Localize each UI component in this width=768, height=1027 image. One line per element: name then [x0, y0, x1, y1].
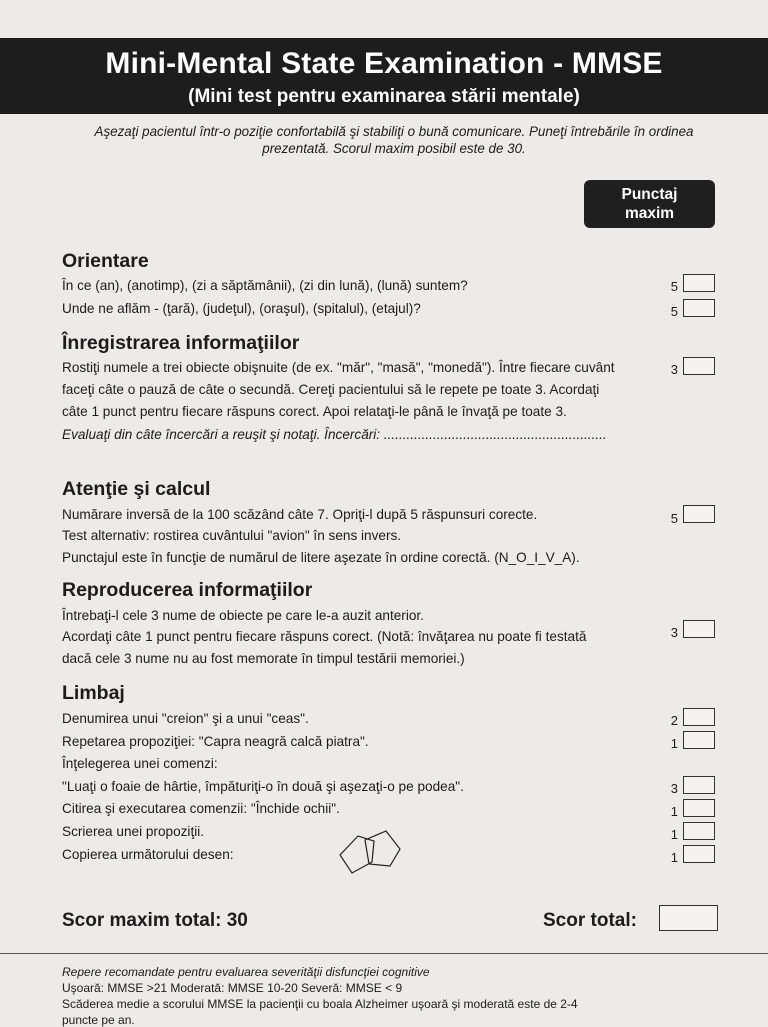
item-text: Întrebaţi-l cele 3 nume de obiecte pe care le-a auzit anterior.	[62, 608, 424, 623]
max-points: 1	[670, 804, 678, 819]
intersecting-pentagons-drawing	[336, 826, 404, 878]
item-text: Rostiţi numele a trei obiecte obişnuite (de ex. "măr", "masă", "monedă"). Între fiecare cuvânt	[62, 360, 615, 375]
page-title: Mini-Mental State Examination - MMSE	[105, 47, 663, 80]
footnote: Uşoară: MMSE >21 Moderată: MMSE 10-20 Severă: MMSE < 9	[62, 981, 403, 995]
score-box[interactable]	[683, 505, 715, 523]
score-box[interactable]	[683, 731, 715, 749]
score-box[interactable]	[683, 299, 715, 317]
score-box[interactable]	[683, 620, 715, 638]
score-box[interactable]	[683, 357, 715, 375]
item-text: Denumirea unui "creion" şi a unui "ceas".	[62, 711, 309, 726]
item-text: câte 1 punct pentru fiecare răspuns corect. Apoi relataţi-le până le învaţă pe toate 3.	[62, 404, 567, 419]
score-box[interactable]	[683, 274, 715, 292]
max-score-header	[584, 180, 715, 228]
header-banner	[0, 38, 768, 114]
section-title-inregistrare: Înregistrarea informaţiilor	[62, 332, 300, 354]
item-text: Punctajul este în funcţie de numărul de litere aşezate în ordine corectă. (N_O_I_V_A).	[62, 550, 580, 565]
max-points: 3	[670, 625, 678, 640]
section-title-reproducere: Reproducerea informaţiilor	[62, 579, 313, 601]
score-box[interactable]	[683, 822, 715, 840]
score-box[interactable]	[683, 799, 715, 817]
max-points: 5	[670, 304, 678, 319]
item-text: Înţelegerea unei comenzi:	[62, 756, 218, 771]
footnote: Repere recomandate pentru evaluarea severităţii disfuncţiei cognitive	[62, 965, 430, 979]
intro-line: Aşezaţi pacientul într-o poziţie confortabilă şi stabiliţi o bună comunicare. Puneţi întrebările în ordinea	[94, 124, 694, 139]
item-text: Scrierea unei propoziţii.	[62, 824, 205, 839]
intro-text	[60, 123, 728, 157]
max-points: 3	[670, 781, 678, 796]
footnote: puncte pe an.	[62, 1013, 135, 1027]
item-text: Repetarea propoziţiei: "Capra neagră calcă piatra".	[62, 734, 369, 749]
item-text: Numărare inversă de la 100 scăzând câte 7. Opriţi-l după 5 răspunsuri corecte.	[62, 507, 538, 522]
score-box[interactable]	[683, 708, 715, 726]
item-text: dacă cele 3 nume nu au fost memorate în timpul testării memoriei.)	[62, 651, 465, 666]
max-points: 1	[670, 850, 678, 865]
max-points: 1	[670, 827, 678, 842]
max-points: 5	[670, 279, 678, 294]
max-score-header-line: maxim	[624, 205, 675, 222]
item-text: Acordaţi câte 1 punct pentru fiecare răspuns corect. (Notă: învăţarea nu poate fi testată	[62, 629, 587, 644]
max-points: 3	[670, 362, 678, 377]
intro-line: prezentată. Scorul maxim posibil este de 30.	[262, 141, 526, 156]
page-subtitle: (Mini test pentru examinarea stării mentale)	[188, 86, 580, 107]
section-title-atentie: Atenţie şi calcul	[62, 478, 211, 500]
item-text: Copierea următorului desen:	[62, 847, 234, 862]
item-text: Unde ne aflăm - (ţară), (judeţul), (oraşul), (spitalul), (etajul)?	[62, 301, 421, 316]
item-text: faceţi câte o pauză de câte o secundă. Cereţi pacientului să le repete pe toate 3. Acordaţi	[62, 382, 600, 397]
max-points: 2	[670, 713, 678, 728]
max-points: 1	[670, 736, 678, 751]
score-box[interactable]	[683, 776, 715, 794]
divider	[0, 953, 768, 954]
footnote: Scăderea medie a scorului MMSE la pacienţii cu boala Alzheimer uşoară şi moderată este de 2-4	[62, 997, 578, 1011]
item-text: "Luaţi o foaie de hârtie, împăturiţi-o în două şi aşezaţi-o pe podea".	[62, 779, 464, 794]
max-total-score: Scor maxim total: 30	[62, 910, 248, 931]
section-title-limbaj: Limbaj	[62, 682, 125, 704]
max-score-header-line: Punctaj	[621, 186, 678, 203]
item-text: În ce (an), (anotimp), (zi a săptămânii), (zi din lună), (lună) suntem?	[62, 278, 468, 293]
max-points: 5	[670, 511, 678, 526]
total-score-label: Scor total:	[543, 910, 637, 931]
section-title-orientare: Orientare	[62, 250, 149, 272]
score-box[interactable]	[683, 845, 715, 863]
item-text: Evaluaţi din câte încercări a reuşit şi notaţi. Încercări: ...........................................................	[62, 427, 607, 442]
item-text: Test alternativ: rostirea cuvântului "avion" în sens invers.	[62, 528, 402, 543]
total-score-box[interactable]	[659, 905, 718, 931]
item-text: Citirea şi executarea comenzii: "Închide ochii".	[62, 801, 340, 816]
